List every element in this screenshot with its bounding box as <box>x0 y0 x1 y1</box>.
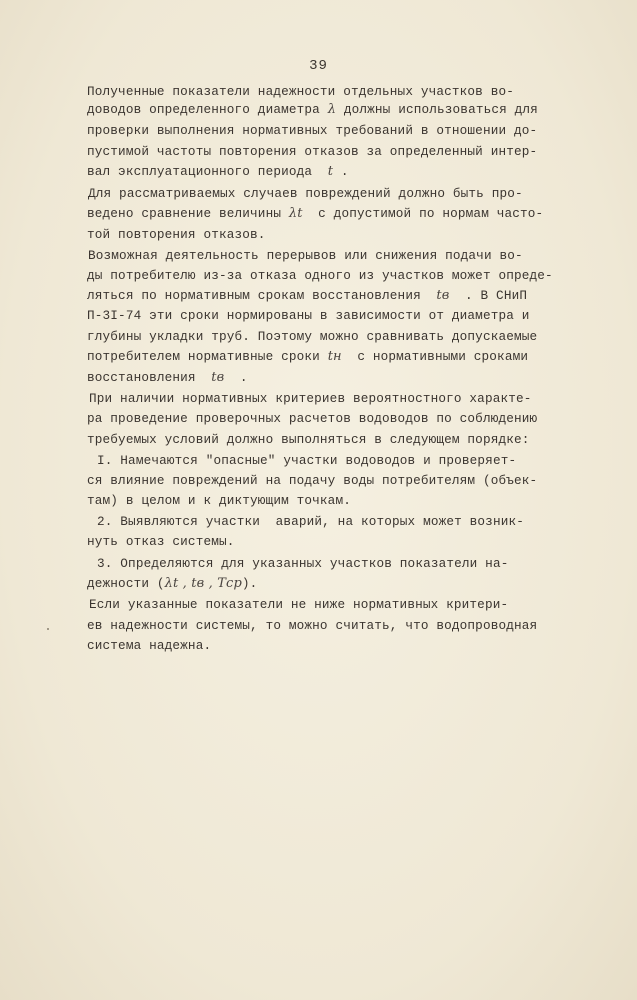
text-line: П-3I-74 эти сроки нормированы в зависимости от диаметра и <box>87 308 530 323</box>
text-line: ев надежности системы, то можно считать, что водопроводная <box>87 618 538 633</box>
paper-speck <box>47 628 49 630</box>
text-line <box>87 576 257 592</box>
text-line-part: ведено сравнение величины <box>87 206 282 221</box>
text-line: пустимой частоты повторения отказов за определенный интер- <box>87 144 538 159</box>
lambda-symbol: λ <box>327 102 337 117</box>
text-line-part: потребителем нормативные сроки <box>87 349 320 364</box>
text-line-part: должны использоваться для <box>343 102 538 117</box>
text-line: Если указанные показатели не ниже нормативных критери- <box>89 597 509 612</box>
text-line: проверки выполнения нормативных требований в отношении до- <box>87 123 538 138</box>
text-line-part: вал эксплуатационного периода <box>87 164 313 179</box>
t-symbol: t <box>327 164 334 179</box>
text-line: той повторения отказов. <box>87 227 266 242</box>
text-line <box>87 349 528 365</box>
text-line-part: ляться по нормативным срокам восстановления <box>87 288 421 303</box>
t-v-symbol: tв <box>211 370 225 385</box>
text-line: Для рассматриваемых случаев повреждений должно быть про- <box>88 186 523 201</box>
text-line: ра проведение проверочных расчетов водоводов по соблюдению <box>87 411 538 426</box>
text-line: ды потребителю из-за отказа одного из участков может опреде- <box>87 268 553 283</box>
reliability-symbols: λt , tв , Tср <box>164 576 242 591</box>
text-line-part: восстановления <box>87 370 196 385</box>
page-number: 39 <box>309 58 328 74</box>
text-line: вал эксплуатационного периода t . <box>87 164 349 179</box>
text-line: нуть отказ системы. <box>87 534 235 549</box>
text-line <box>87 102 538 118</box>
lambda-t-symbol: λt <box>288 206 303 221</box>
text-line <box>87 206 543 222</box>
text-line: глубины укладки труб. Поэтому можно сравнивать допускаемые <box>87 329 538 344</box>
text-line-part: доводов определенного диаметра <box>87 102 320 117</box>
text-line-part: с допустимой по нормам часто- <box>318 206 544 221</box>
text-line-part: . В СНиП <box>465 288 528 303</box>
text-line-part: дежности ( <box>87 576 165 591</box>
t-n-symbol: tн <box>327 349 342 364</box>
text-line: восстановления tв . <box>87 370 248 385</box>
t-v-symbol: tв <box>436 288 450 303</box>
text-line: Возможная деятельность перерывов или снижения подачи во- <box>88 248 523 263</box>
text-line: система надежна. <box>87 638 212 653</box>
text-line: I. Намечаются "опасные" участки водоводов и проверяет- <box>97 453 517 468</box>
text-line: 3. Определяются для указанных участков показатели на- <box>97 556 509 571</box>
text-line: 2. Выявляются участки аварий, на которых может возник- <box>97 514 525 529</box>
text-line: Полученные показатели надежности отдельных участков во- <box>87 84 515 99</box>
text-line-part: ). <box>241 576 258 591</box>
text-line: При наличии нормативных критериев вероятностного характе- <box>89 391 532 406</box>
text-line: требуемых условий должно выполняться в следующем порядке: <box>87 432 530 447</box>
text-line: ся влияние повреждений на подачу воды потребителям (объек- <box>87 473 538 488</box>
text-line-part: с нормативными сроками <box>357 349 529 364</box>
text-line <box>87 288 527 304</box>
text-line: там) в целом и к диктующим точкам. <box>87 493 351 508</box>
